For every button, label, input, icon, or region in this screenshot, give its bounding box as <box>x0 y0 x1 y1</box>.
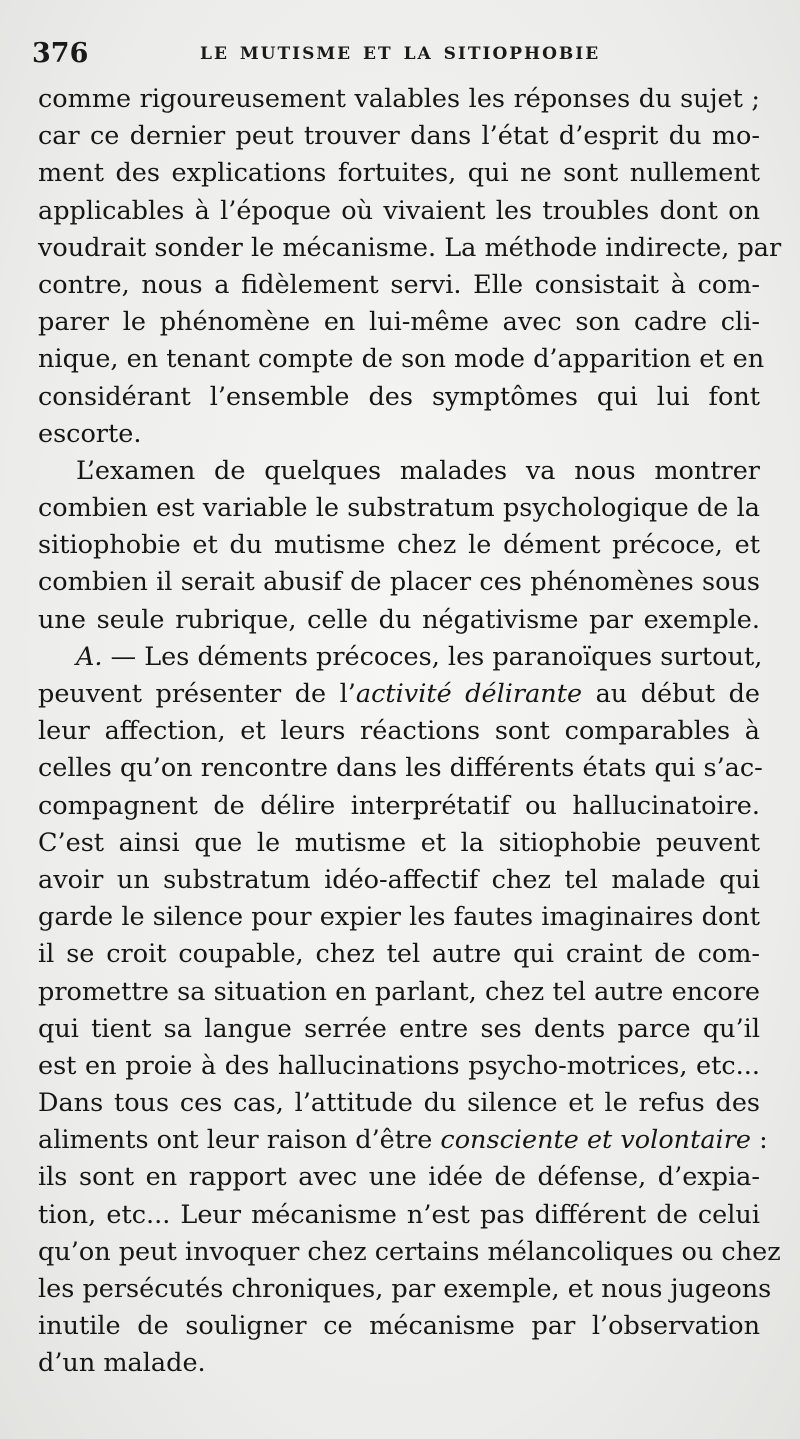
text-line: contre, nous a fidèlement servi. Elle consistait à com- <box>38 269 760 300</box>
text-line: combien est variable le substratum psychologique de la <box>38 493 760 524</box>
text-line: une seule rubrique, celle du négativisme par exemple. <box>38 604 760 635</box>
text-line: nique, en tenant compte de son mode d’apparition et en <box>38 344 765 375</box>
text-line: car ce dernier peut trouver dans l’état d’esprit du mo- <box>38 121 760 152</box>
text-line: Dans tous ces cas, l’attitude du silence et le refus des <box>38 1088 760 1119</box>
text-line: parer le phénomène en lui-même avec son cadre cli- <box>38 307 760 338</box>
text-line: sitiophobie et du mutisme chez le dément précoce, et <box>38 530 760 561</box>
text-segment: aliments ont leur raison d’être <box>38 1125 441 1156</box>
text-line: compagnent de délire interprétatif ou hallucinatoire. <box>38 790 760 821</box>
text-line <box>38 676 760 713</box>
text-line: comme rigoureusement valables les réponses du sujet ; <box>38 84 760 114</box>
text-line: avoir un substratum idéo-affectif chez tel malade qui <box>38 864 760 895</box>
text-line: applicables à l’époque où vivaient les troubles dont on <box>38 195 760 226</box>
text-line: ment des explications fortuites, qui ne sont nullement <box>38 158 760 189</box>
text-line: qui tient sa langue serrée entre ses dents parce qu’il <box>38 1013 760 1044</box>
text-line: garde le silence pour expier les fautes imaginaires dont <box>38 902 760 933</box>
text-line: inutile de souligner ce mécanisme par l’observation <box>38 1311 760 1342</box>
text-line: qu’on peut invoquer chez certains mélancoliques ou chez <box>38 1236 781 1267</box>
text-segment: au début de <box>582 679 761 709</box>
emphasized-phrase: consciente et volontaire <box>440 1125 751 1156</box>
text-segment: peuvent présenter de l’ <box>38 679 356 709</box>
text-line: il se croit coupable, chez tel autre qui craint de com- <box>38 939 760 970</box>
text-line <box>38 639 763 676</box>
text-line: C’est ainsi que le mutisme et la sitiophobie peuvent <box>38 827 760 858</box>
text-line: tion, etc... Leur mécanisme n’est pas différent de celui <box>38 1199 760 1230</box>
page-header <box>32 38 762 72</box>
body-text <box>38 81 782 1383</box>
text-line: d’un malade. <box>38 1348 206 1379</box>
text-line: considérant l’ensemble des symptômes qui lui font <box>38 381 760 412</box>
text-line <box>38 1122 768 1159</box>
text-line: les persécutés chroniques, par exemple, et nous jugeons <box>38 1274 772 1304</box>
text-line: escorte. <box>38 418 142 449</box>
running-head: LE MUTISME ET LA SITIOPHOBIE <box>200 44 601 64</box>
text-line: L’examen de quelques malades va nous montrer <box>76 455 760 486</box>
text-segment: : <box>750 1125 768 1156</box>
text-line: celles qu’on rencontre dans les différents états qui s’ac- <box>38 753 763 784</box>
page-number: 376 <box>32 38 89 69</box>
text-line: leur affection, et leurs réactions sont comparables à <box>38 716 760 747</box>
text-line: promettre sa situation en parlant, chez tel autre encore <box>38 976 760 1007</box>
text-line: est en proie à des hallucinations psycho-motrices, etc... <box>38 1050 760 1081</box>
section-letter: A. <box>76 641 103 672</box>
emphasized-phrase: activité délirante <box>355 679 583 709</box>
text-line: voudrait sonder le mécanisme. La méthode indirecte, par <box>38 232 782 263</box>
text-segment: — Les déments précoces, les paranoïques surtout, <box>102 641 763 672</box>
text-line: ils sont en rapport avec une idée de défense, d’expia- <box>38 1162 760 1193</box>
text-line: combien il serait abusif de placer ces phénomènes sous <box>38 567 760 598</box>
